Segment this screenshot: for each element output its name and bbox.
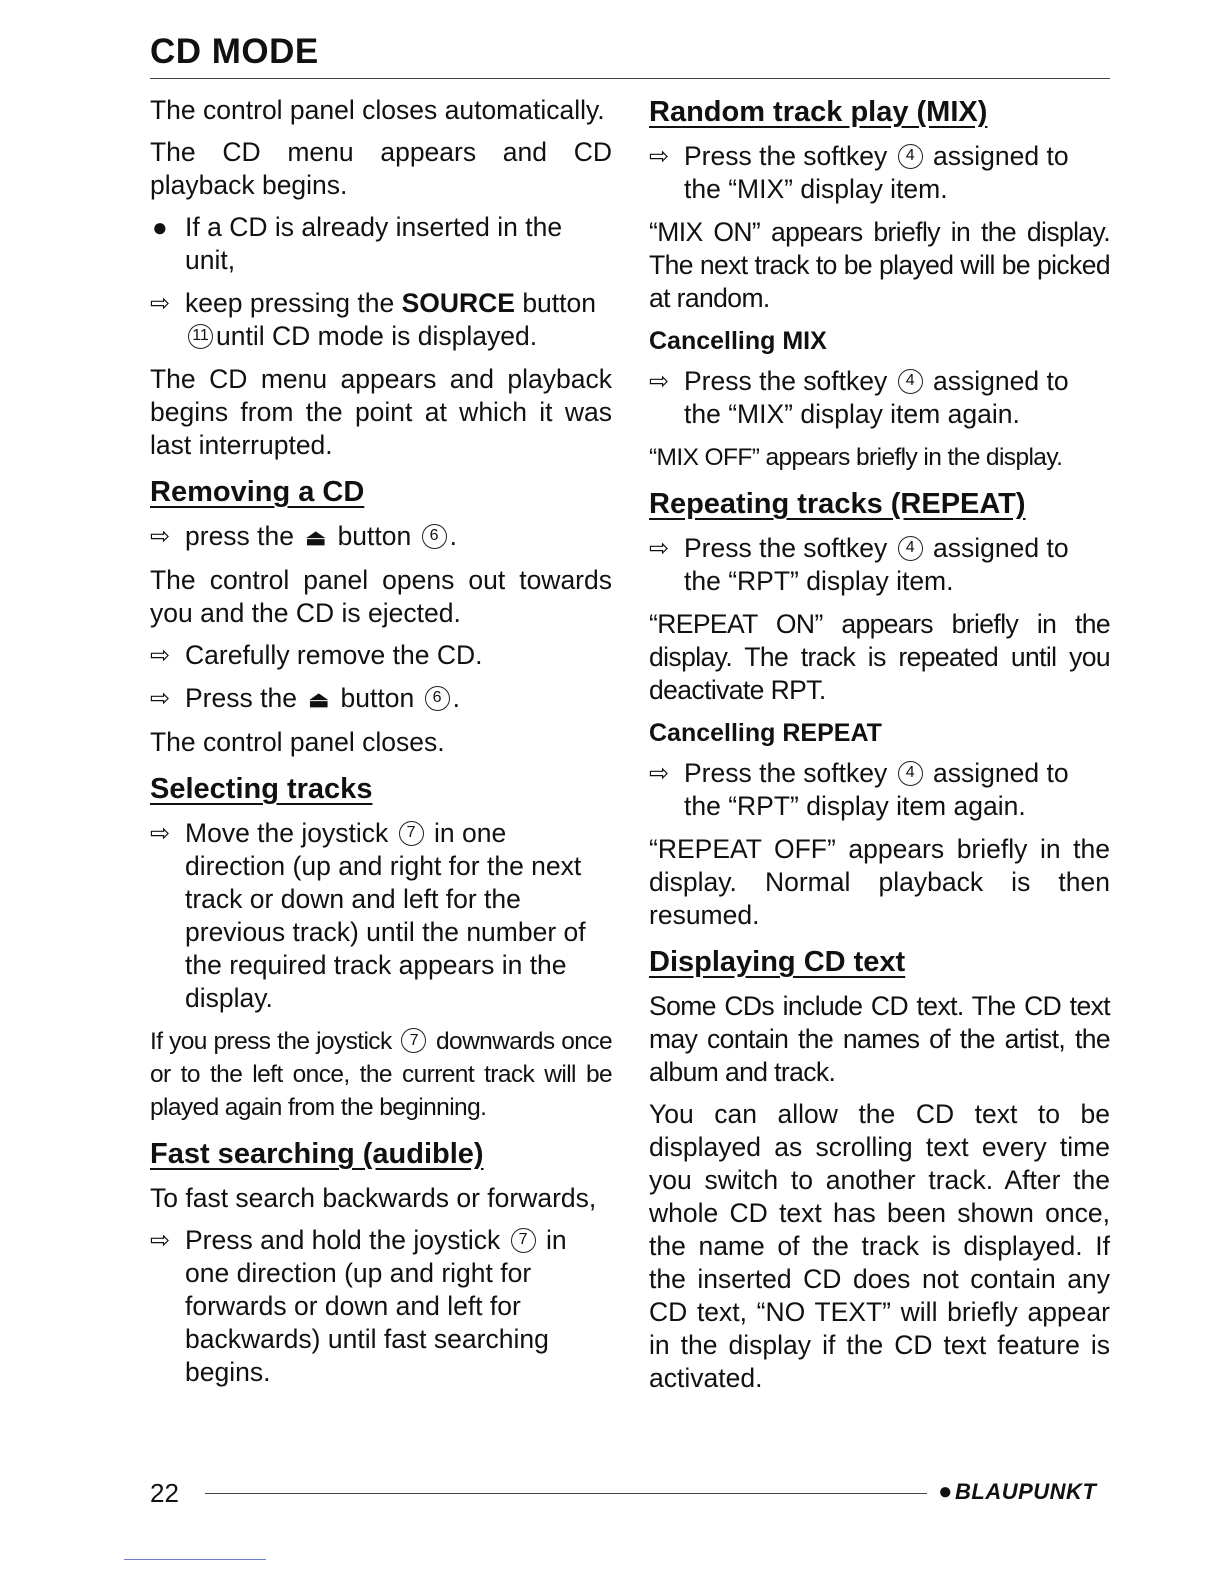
step-text: in one direction (up and right for the next track or down and left for the previous track) until the number of the required track appears in the display. <box>185 818 586 1013</box>
footer-rule <box>205 1493 927 1494</box>
section-heading-cd-text: Displaying CD text <box>649 946 906 978</box>
step-text: assigned to the “RPT” display item again. <box>684 758 1069 821</box>
subheading-cancelling-mix: Cancelling MIX <box>649 327 827 355</box>
instruction-step <box>649 140 1110 206</box>
step-text: assigned to the “RPT” display item. <box>684 533 1069 596</box>
arrow-icon: ⇨ <box>150 685 171 712</box>
button-number-badge: 4 <box>898 369 923 394</box>
arrow-icon: ⇨ <box>150 523 171 550</box>
brand-logo <box>938 1478 1096 1506</box>
paragraph: “MIX ON” appears briefly in the display. The next track to be played will be picked at random. <box>649 217 1110 313</box>
brand-name: BLAUPUNKT <box>955 1479 1097 1504</box>
button-number-badge: 6 <box>425 686 450 711</box>
button-number-badge: 6 <box>422 524 447 549</box>
button-number-badge: 4 <box>898 144 923 169</box>
instruction-step <box>150 639 612 672</box>
paragraph: The control panel opens out towards you and the CD is ejected. <box>150 565 612 628</box>
left-column <box>150 94 612 1399</box>
step-text: Move the joystick <box>185 818 389 848</box>
paragraph: The control panel closes. <box>150 727 445 757</box>
section-heading-selecting-tracks: Selecting tracks <box>150 773 373 805</box>
step-text: Press the softkey <box>684 758 888 788</box>
arrow-icon: ⇨ <box>150 1227 171 1254</box>
brand-dot-icon: ● <box>938 1478 953 1505</box>
bullet-item <box>150 211 612 277</box>
bottom-link-underline <box>124 1559 266 1560</box>
section-heading-random-play: Random track play (MIX) <box>649 96 988 128</box>
arrow-icon: ⇨ <box>649 368 670 395</box>
step-text: Press the <box>185 683 297 713</box>
instruction-step <box>150 287 612 353</box>
instruction-step <box>649 757 1110 823</box>
step-text: until CD mode is displayed. <box>216 321 538 351</box>
button-number-badge: 7 <box>511 1228 536 1253</box>
arrow-icon: ⇨ <box>649 143 670 170</box>
step-text: button <box>337 521 412 551</box>
instruction-step <box>649 365 1110 431</box>
step-text: Press the softkey <box>684 533 888 563</box>
paragraph: “REPEAT ON” appears briefly in the display. The track is repeated until you deactivate RPT. <box>649 609 1110 705</box>
paragraph: The CD menu appears and playback begins from the point at which it was last interrupted. <box>150 364 612 460</box>
arrow-icon: ⇨ <box>649 535 670 562</box>
arrow-icon: ⇨ <box>649 760 670 787</box>
bullet-icon: ● <box>152 212 168 242</box>
instruction-step: ⇨ Press the ⏏ button 6 . <box>150 683 460 713</box>
paragraph-text: If you press the joystick <box>150 1028 392 1055</box>
instruction-step <box>150 817 612 1015</box>
button-number-badge: 7 <box>401 1028 426 1053</box>
step-text: Press and hold the joystick <box>185 1225 501 1255</box>
header-rule <box>150 78 1110 79</box>
page-title: CD MODE <box>150 32 319 71</box>
paragraph: To fast search backwards or forwards, <box>150 1183 597 1213</box>
arrow-icon: ⇨ <box>150 820 171 847</box>
paragraph: “REPEAT OFF” appears briefly in the display. Normal playback is then resumed. <box>649 834 1110 930</box>
paragraph <box>150 1025 612 1124</box>
paragraph: Some CDs include CD text. The CD text may contain the names of the artist, the album and track. <box>649 991 1110 1087</box>
step-text: assigned to the “MIX” display item. <box>684 141 1069 204</box>
step-text: Press the softkey <box>684 366 888 396</box>
instruction-step <box>150 1224 612 1389</box>
eject-icon: ⏏ <box>308 687 330 712</box>
arrow-icon: ⇨ <box>150 642 171 669</box>
paragraph: The control panel closes automatically. <box>150 95 605 125</box>
step-text: press the <box>185 521 295 551</box>
step-text: assigned to the “MIX” display item again. <box>684 366 1069 429</box>
step-text: button <box>514 288 596 318</box>
right-column <box>649 94 1110 1404</box>
step-text: Press the softkey <box>684 141 888 171</box>
section-heading-removing-cd: Removing a CD <box>150 476 365 508</box>
arrow-icon: ⇨ <box>150 290 171 317</box>
section-heading-fast-searching: Fast searching (audible) <box>150 1138 484 1170</box>
bullet-text: If a CD is already inserted in the unit, <box>185 212 563 275</box>
paragraph: You can allow the CD text to be displayed as scrolling text every time you switch to another track. After the whole CD text has been shown once, the name of the track is displayed. If the inserted CD does not contain any CD text, “NO TEXT” will briefly appear in the display if the CD text feature is activated. <box>649 1099 1110 1393</box>
step-text: keep pressing the <box>185 288 402 318</box>
step-text: Carefully remove the CD. <box>185 640 483 670</box>
button-number-badge: 4 <box>898 536 923 561</box>
source-button-label: SOURCE <box>401 288 515 318</box>
subheading-cancelling-repeat: Cancelling REPEAT <box>649 719 882 747</box>
page-number: 22 <box>150 1478 179 1508</box>
section-heading-repeat: Repeating tracks (REPEAT) <box>649 488 1026 520</box>
paragraph: The CD menu appears and CD playback begins. <box>150 137 612 200</box>
button-number-badge: 4 <box>898 761 923 786</box>
button-number-badge: 7 <box>399 821 424 846</box>
instruction-step: ⇨ press the ⏏ button 6 . <box>150 521 457 551</box>
button-number-badge: 11 <box>188 324 213 349</box>
eject-icon: ⏏ <box>305 525 327 550</box>
step-text: button <box>340 683 415 713</box>
instruction-step <box>649 532 1110 598</box>
paragraph-text: downwards once or to the left once, the current track will be played again from the beginning. <box>150 1028 612 1121</box>
step-text: in one direction (up and right for forwards or down and left for backwards) until fast searching begins. <box>185 1225 567 1387</box>
paragraph: “MIX OFF” appears briefly in the display. <box>649 444 1063 471</box>
